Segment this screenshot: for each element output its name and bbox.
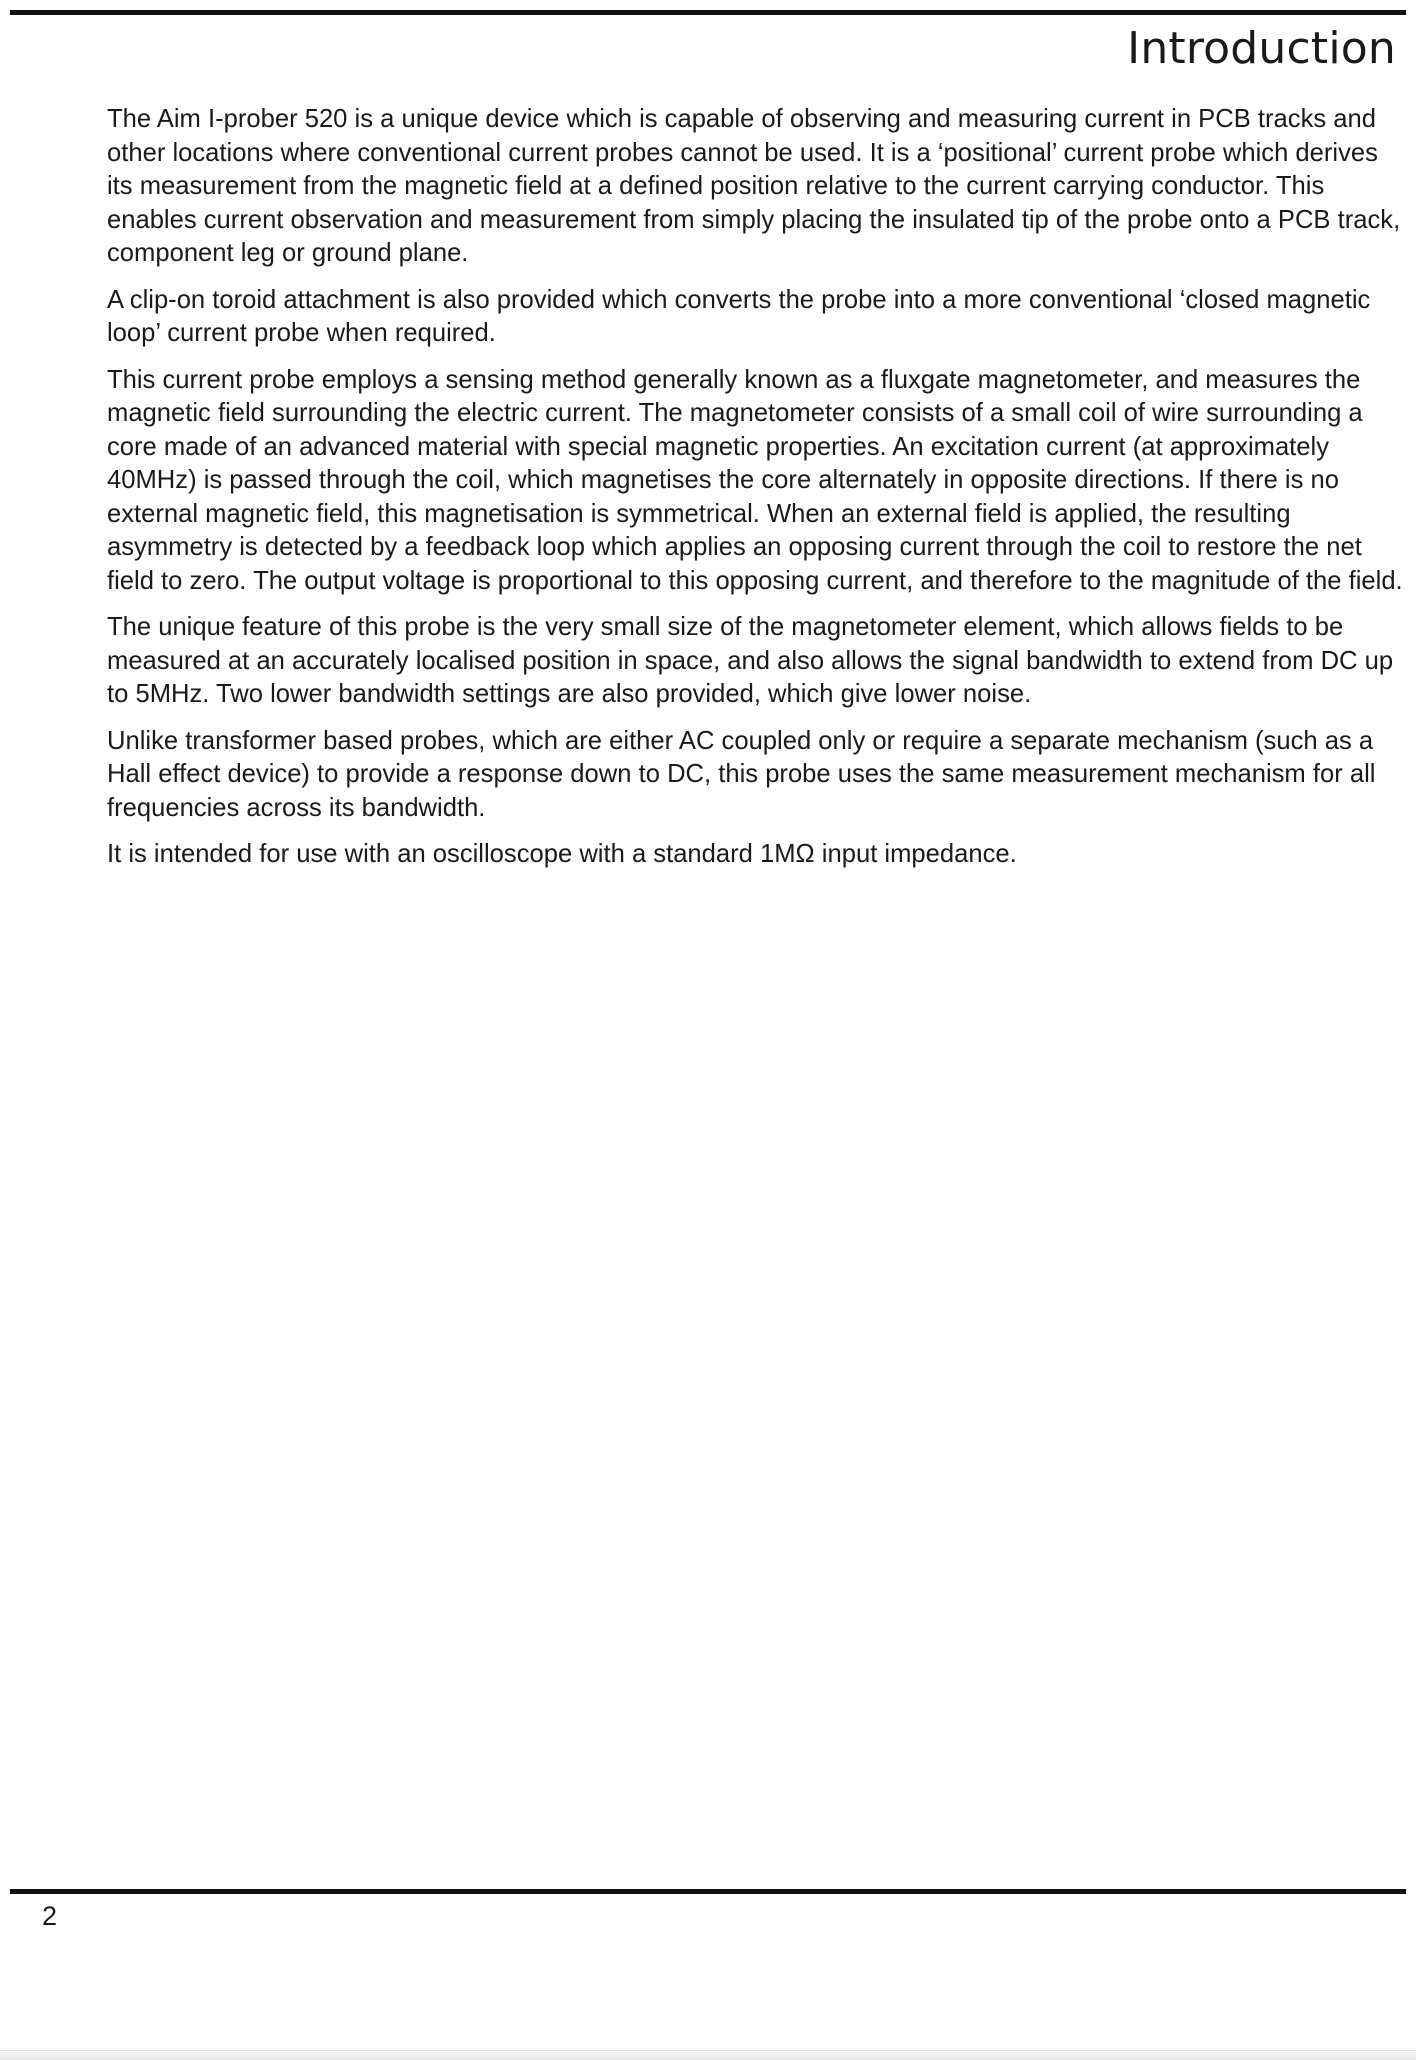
footer-rule [10,1889,1406,1894]
paragraph-oscilloscope-use: It is intended for use with an oscilloscope with a standard 1MΩ input impedance. [107,840,1017,868]
header-rule [10,10,1406,15]
paragraph-toroid-attachment: A clip-on toroid attachment is also provided which converts the probe into a more conventional ‘closed magnetic loop’ current probe when required. [107,285,1371,347]
section-title: Introduction [1127,23,1396,74]
paragraph-overview: The Aim I-prober 520 is a unique device which is capable of observing and measuring current in PCB tracks and other locations where conventional current probes cannot be used. It is a ‘positional’ current probe which derives its measurement from the magnetic field at a defined position relative to the current carrying conductor. This enables current observation and measurement from simply placing the insulated tip of the probe onto a PCB track, component leg or ground plane. [107,105,1401,267]
paragraph-fluxgate-method: This current probe employs a sensing method generally known as a fluxgate magnetometer, and measures the magnetic field surrounding the electric current. The magnetometer consists of a small coil of wire surrounding a core made of an advanced material with special magnetic properties. An excitation current (at approximately 40MHz) is passed through the coil, which magnetises the core alternately in opposite directions. If there is no external magnetic field, this magnetisation is symmetrical. When an external field is applied, the resulting asymmetry is detected by a feedback loop which applies an opposing current through the coil to restore the net field to zero. The output voltage is proportional to this opposing current, and therefore to the magnitude of the field. [107,365,1403,595]
paragraph-unique-feature: The unique feature of this probe is the very small size of the magnetometer element, which allows fields to be measured at an accurately localised position in space, and also allows the signal bandwidth to extend from DC up to 5MHz. Two lower bandwidth settings are also provided, which give lower noise. [107,613,1394,708]
page-number: 2 [42,1901,58,1931]
paragraph-transformer-comparison: Unlike transformer based probes, which are either AC coupled only or require a separate mechanism (such as a Hall effect device) to provide a response down to DC, this probe uses the same measurement mechanism for all frequencies across its bandwidth. [107,726,1376,822]
body-text [107,103,1403,885]
